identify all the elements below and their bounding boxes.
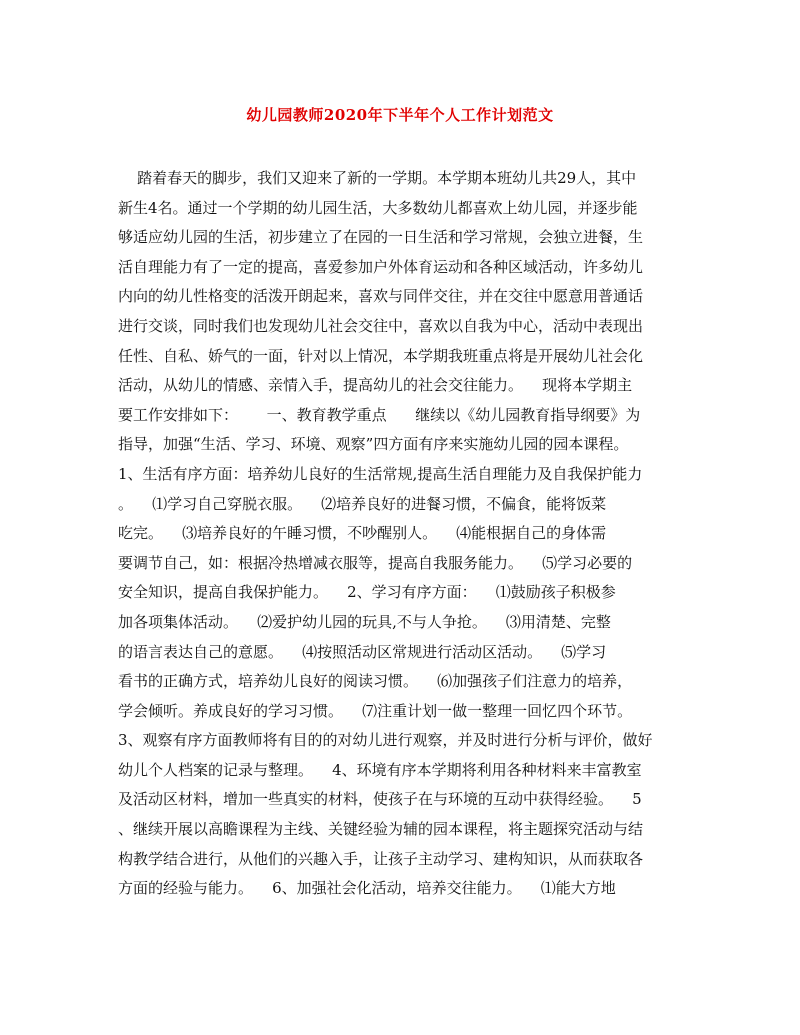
body-line: 加各项集体活动。 ⑵爱护幼儿园的玩具,不与人争抢。 ⑶用清楚、完整 [118,612,611,631]
body-line: 看书的正确方式，培养幼儿良好的阅读习惯。 ⑹加强孩子们注意力的培养， [118,672,633,691]
body-line: 新生4名。通过一个学期的幼儿园生活，大多数幼儿都喜欢上幼儿园，并逐步能 [118,198,638,217]
body-line: 方面的经验与能力。 6、加强社会化活动，培养交往能力。 ⑴能大方地 [118,879,616,898]
body-line: 要工作安排如下： 一、教育教学重点 继续以《幼儿园教育指导纲要》为 [118,405,641,424]
body-line: 活动，从幼儿的情感、亲情入手，提高幼儿的社会交往能力。 现将本学期主 [118,376,633,395]
body-line: 够适应幼儿园的生活，初步建立了在园的一日生活和学习常规，会独立进餐，生 [118,228,644,247]
body-line: 要调节自己，如：根据冷热增减衣服等，提高自我服务能力。 ⑸学习必要的 [118,553,633,572]
document-body [118,164,684,904]
body-line: 任性、自私、娇气的一面，针对以上情况，本学期我班重点将是开展幼儿社会化 [118,346,644,365]
body-line: 活自理能力有了一定的提高，喜爱参加户外体育运动和各种区域活动，许多幼儿 [118,257,644,276]
document-title: 幼儿园教师2020年下半年个人工作计划范文 [246,106,554,124]
body-line: 安全知识，提高自我保护能力。 2、学习有序方面： ⑴鼓励孩子积极参 [118,583,616,602]
body-line: 内向的幼儿性格变的活泼开朗起来，喜欢与同伴交往，并在交往中愿意用普通话 [118,287,644,306]
body-line: 进行交谈，同时我们也发现幼儿社会交往中，喜欢以自我为中心，活动中表现出 [118,316,644,335]
body-line: 。 ⑴学习自己穿脱衣服。 ⑵培养良好的进餐习惯，不偏食，能将饭菜 [118,494,607,513]
body-line: 的语言表达自己的意愿。 ⑷按照活动区常规进行活动区活动。 ⑸学习 [118,642,607,661]
body-line: 构教学结合进行，从他们的兴趣入手，让孩子主动学习、建构知识，从而获取各 [118,849,644,868]
body-line: 幼儿个人档案的记录与整理。 4、环境有序本学期将利用各种材料来丰富教室 [118,760,642,779]
body-line: 踏着春天的脚步，我们又迎来了新的一学期。本学期本班幼儿共29人，其中 [118,169,637,187]
body-line: 指导，加强“生活、学习、环境、观察”四方面有序来实施幼儿园的园本课程。 [118,435,629,454]
body-line: 1、生活有序方面：培养幼儿良好的生活常规,提高生活自理能力及自我保护能力 [118,464,643,483]
body-line: 、继续开展以高瞻课程为主线、关键经验为辅的园本课程，将主题探究活动与结 [118,820,644,839]
body-line: 3、观察有序方面教师将有目的的对幼儿进行观察，并及时进行分析与评价，做好 [118,731,653,750]
body-line: 及活动区材料，增加一些真实的材料，使孩子在与环境的互动中获得经验。 5 [118,790,642,809]
body-line: 学会倾听。养成良好的学习习惯。 ⑺注重计划一做一整理一回忆四个环节。 [118,701,633,720]
body-line: 吃完。 ⑶培养良好的午睡习惯，不吵醒别人。 ⑷能根据自己的身体需 [118,524,607,543]
